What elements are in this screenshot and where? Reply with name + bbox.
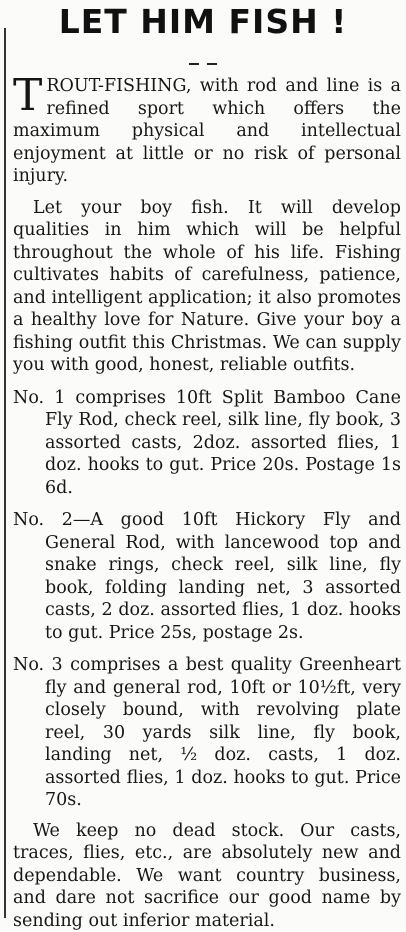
closing-paragraph: We keep no dead stock. Our casts, traces, flies, etc., are absolutely new and dependable. We want country business, and dare not sacrifice our good name by sending out inferior material. — [13, 820, 401, 932]
body-paragraph: Let your boy fish. It will develop qualities in him which will be helpful throughout the whole of his life. Fishing cultivates habits of carefulness, patience, and intelligent application; it also promotes a healthy love for Nature. Give your boy a fishing outfit this Christmas. We can supply you with good, honest, reliable outfits. — [13, 197, 401, 377]
title-divider — [0, 63, 406, 65]
article-body — [13, 75, 401, 932]
outfit-item-3: No. 3 comprises a best quality Greenheart fly and general rod, 10ft or 10½ft, very closely bound, with revolving plate reel, 30 yards silk line, fly book, landing net, ½ doz. casts, 1 doz. assorted flies, 1 doz. hooks to gut. Price 70s. — [13, 654, 401, 812]
divider-dash — [207, 63, 217, 65]
drop-cap: T — [13, 78, 46, 114]
column-rule — [4, 28, 6, 918]
divider-dash — [189, 63, 199, 65]
outfit-item-1: No. 1 comprises 10ft Split Bamboo Cane Fly Rod, check reel, silk line, fly book, 3 assorted casts, 2doz. assorted flies, 1 doz. hooks to gut. Price 20s. Postage 1s 6d. — [13, 387, 401, 500]
intro-text: ROUT-FISHING, with rod and line is a refined sport which offers the maximum physical and intellectual enjoyment at little or no risk of personal injury. — [13, 76, 401, 186]
headline: LET HIM FISH ! — [0, 2, 406, 41]
intro-paragraph — [13, 75, 401, 188]
outfit-item-2: No. 2—A good 10ft Hickory Fly and General Rod, with lancewood top and snake rings, check reel, silk line, fly book, folding landing net, 3 assorted casts, 2 doz. assorted flies, 1 doz. hooks to gut. Price 25s, postage 2s. — [13, 509, 401, 644]
